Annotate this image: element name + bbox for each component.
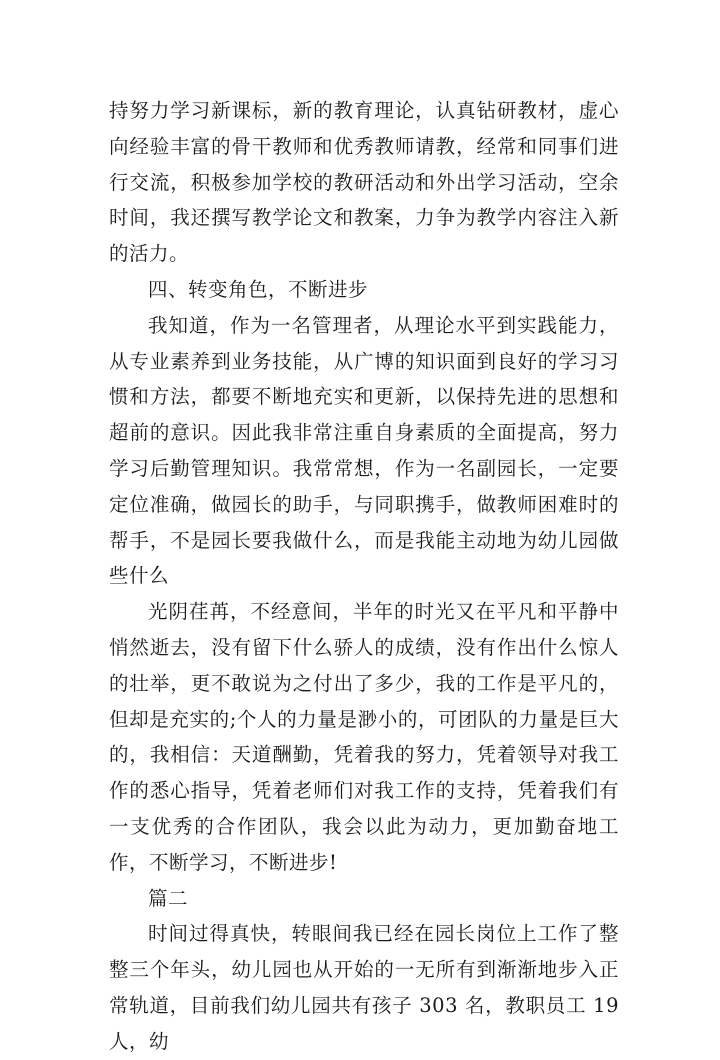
section-heading-role-change: 四、转变角色，不断进步 <box>148 277 369 301</box>
section-heading-part-two: 篇二 <box>148 886 189 910</box>
document-body <box>109 93 619 1060</box>
paragraph-principal-three-years: 时间过得真快，转眼间我已经在园长岗位上工作了整整三个年头，幼儿园也从开始的一无所有到渐渐地步入正常轨道，目前我们幼儿园共有孩子 303 名，教职员工 19 人，幼 <box>109 922 619 1053</box>
paragraph-manager-reflection: 我知道，作为一名管理者，从理论水平到实践能力，从专业素养到业务技能，从广博的知识面到良好的学习习惯和方法，都要不断地充实和更新，以保持先进的思想和超前的意识。因此我非常注重自身素质的全面提高，努力学习后勤管理知识。我常常想，作为一名副园长，一定要定位准确，做园长的助手，与同职携手，做教师困难时的帮手，不是园长要我做什么，而是我能主动地为幼儿园做些什么 <box>109 313 619 588</box>
paragraph-half-year-summary: 光阴荏苒，不经意间，半年的时光又在平凡和平静中悄然逝去，没有留下什么骄人的成绩，没有作出什么惊人的壮举，更不敢说为之付出了多少，我的工作是平凡的，但却是充实的;个人的力量是渺小的，可团队的力量是巨大的，我相信：天道酬勤，凭着我的努力，凭着领导对我工作的悉心指导，凭着老师们对我工作的支持，凭着我们有一支优秀的合作团队，我会以此为动力，更加勤奋地工作，不断学习，不断进步! <box>109 600 619 874</box>
paragraph-teaching-study: 持努力学习新课标，新的教育理论，认真钻研教材，虚心向经验丰富的骨干教师和优秀教师请教，经常和同事们进行交流，积极参加学校的教研活动和外出学习活动，空余时间，我还撰写教学论文和教案，力争为教学内容注入新的活力。 <box>109 99 619 266</box>
